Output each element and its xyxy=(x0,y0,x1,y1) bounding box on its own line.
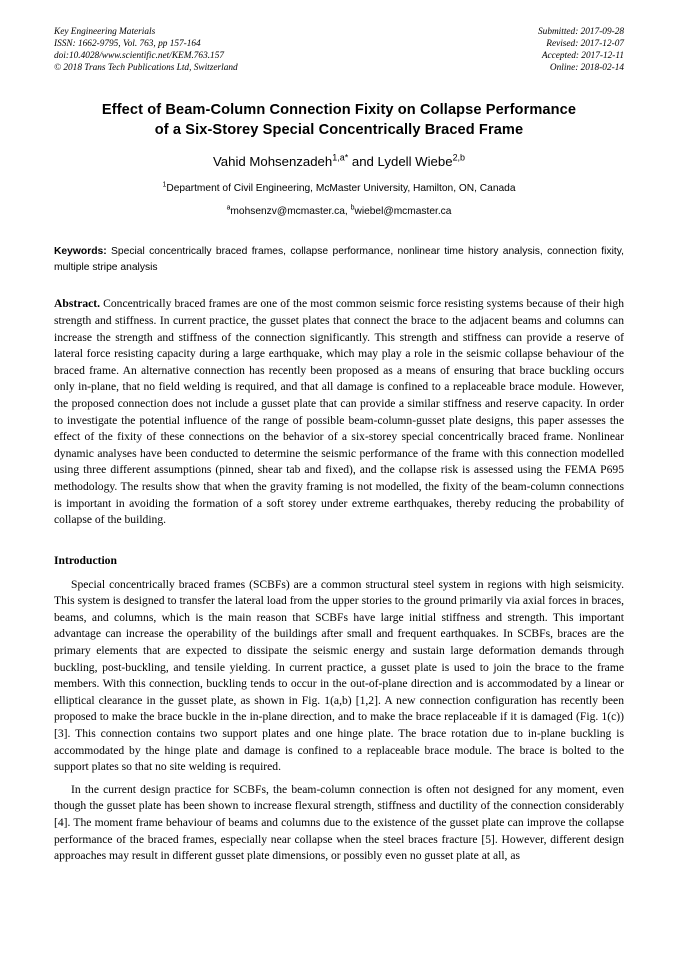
author-emails xyxy=(54,204,624,219)
introduction-paragraph-2: In the current design practice for SCBFs, the beam-column connection is often not designed for any moment, even though the gusset plate has been shown to increase flexural strength, stiffness and ductility of the connection considerably [4]. The moment frame behaviour of beams and columns due to the existence of the gusset plate can improve the collapse performance of the braced frames, especially near collapse when the steel braces fracture [5]. However, different design approaches may result in different gusset plate dimensions, or possibly even no gusset plate at all, as xyxy=(54,782,624,863)
introduction-paragraph-1: Special concentrically braced frames (SCBFs) are a common structural steel system in regions with high seismicity. This system is designed to transfer the lateral load from the upper stories to the ground primarily via axial forces in braces, beams, and columns, which is the main reason that SCBFs have large initial stiffness and strength. This important advantage can increase the operability of the buildings after small and frequent earthquakes. In SCBFs, braces are the primary elements that are expected to dissipate the seismic energy and sustain large deformation demands through buckling, post-buckling, and tensile yielding. In current practice, a gusset plate is used to join the brace to the frame members. With this connection, buckling tends to occur in the out-of-plane direction and is accommodated by a linear or elliptical clearance in the gusset plate, as shown in Fig. 1(a,b) [1,2]. A new connection configuration has recently been proposed to make the brace buckle in the in-plane direction, and to make the brace replaceable if it is damaged (Fig. 1(c)) [3]. This connection contains two support plates and one hinge plate. The brace rotation due to in-plane buckling is accommodated by the hinge plate and damage is confined to a replaceable brace module. The brace is bolted to the support plates so that no site welding is required. xyxy=(54,577,624,774)
journal-issn-volume: ISSN: 1662-9795, Vol. 763, pp 157-164 xyxy=(54,39,201,50)
title-line-2: of a Six-Storey Special Concentrically Braced Frame xyxy=(154,122,524,139)
date-online: Online: 2018-02-14 xyxy=(549,63,624,74)
email-b-marker: b xyxy=(350,204,355,212)
author-1-name: Vahid Mohsenzadeh xyxy=(212,154,333,170)
abstract-block xyxy=(54,296,624,528)
keywords-label: Keywords: xyxy=(54,246,107,258)
author-2-affil-marker: 2,b xyxy=(452,152,466,163)
affiliation-marker: 1 xyxy=(162,181,167,189)
date-accepted: Accepted: 2017-12-11 xyxy=(541,51,624,62)
email-a: mohsenzv@mcmaster.ca, xyxy=(230,206,351,218)
author-1-affil-marker: 1,a* xyxy=(332,152,349,163)
keywords-text: Special concentrically braced frames, collapse performance, nonlinear time history analysis, connection fixity, multiple stripe analysis xyxy=(54,246,624,273)
journal-header-right xyxy=(538,26,624,74)
page-title xyxy=(54,100,624,140)
introduction-heading: Introduction xyxy=(54,553,117,567)
abstract-label: Abstract. xyxy=(54,297,101,311)
journal-header xyxy=(54,26,624,74)
abstract-text: Concentrically braced frames are one of the most common seismic force resisting systems because of their high strength and stiffness. In current practice, the gusset plates that connect the brace to the adjacent beams and columns can increase the strength and stiffness of the connection significantly. This strength and stiffness can provide a reserve of lateral force resisting capacity during a large earthquake, which may play a role in the seismic collapse behaviour of the braced frame. An alternative connection has recently been proposed as a means of ensuring that brace buckling occurs only in-plane, that no field welding is required, and that all damage is confined to a replaceable brace module. However, the proposed connection does not include a gusset plate that can provide a similar stiffness and reserve capacity. In order to investigate the potential influence of the range of possible beam-column-gusset plate designs, this paper assesses the effect of the fixity of these connections on the behavior of a six-storey special concentrically braced frame. Nonlinear dynamic analyses have been conducted to determine the seismic performance of the frame with this connection modelled using three different assumptions (pinned, shear tab and fixed), and the collapse risk is assessed using the FEMA P695 methodology. The results show that when the gravity framing is not modelled, the fixity of the beam-column connections is important in avoiding the formation of a soft storey under extreme earthquakes, thereby reducing the probability of collapse of the building. xyxy=(54,297,624,527)
author-list xyxy=(54,153,624,171)
date-submitted: Submitted: 2017-09-28 xyxy=(538,27,624,37)
title-line-1: Effect of Beam-Column Connection Fixity on Collapse Performance xyxy=(101,102,577,119)
date-revised: Revised: 2017-12-07 xyxy=(546,39,624,50)
keywords-block xyxy=(54,244,624,275)
affiliation-text: Department of Civil Engineering, McMaster University, Hamilton, ON, Canada xyxy=(166,183,516,195)
affiliation xyxy=(54,181,624,196)
author-joiner: and xyxy=(348,154,378,170)
journal-doi: doi:10.4028/www.scientific.net/KEM.763.157 xyxy=(54,51,224,62)
journal-header-left xyxy=(54,26,238,74)
email-b: wiebel@mcmaster.ca xyxy=(354,206,452,218)
email-a-marker: a xyxy=(226,204,231,212)
author-2-name: Lydell Wiebe xyxy=(377,154,453,170)
journal-name: Key Engineering Materials xyxy=(54,27,156,37)
journal-copyright: © 2018 Trans Tech Publications Ltd, Switzerland xyxy=(54,63,238,74)
